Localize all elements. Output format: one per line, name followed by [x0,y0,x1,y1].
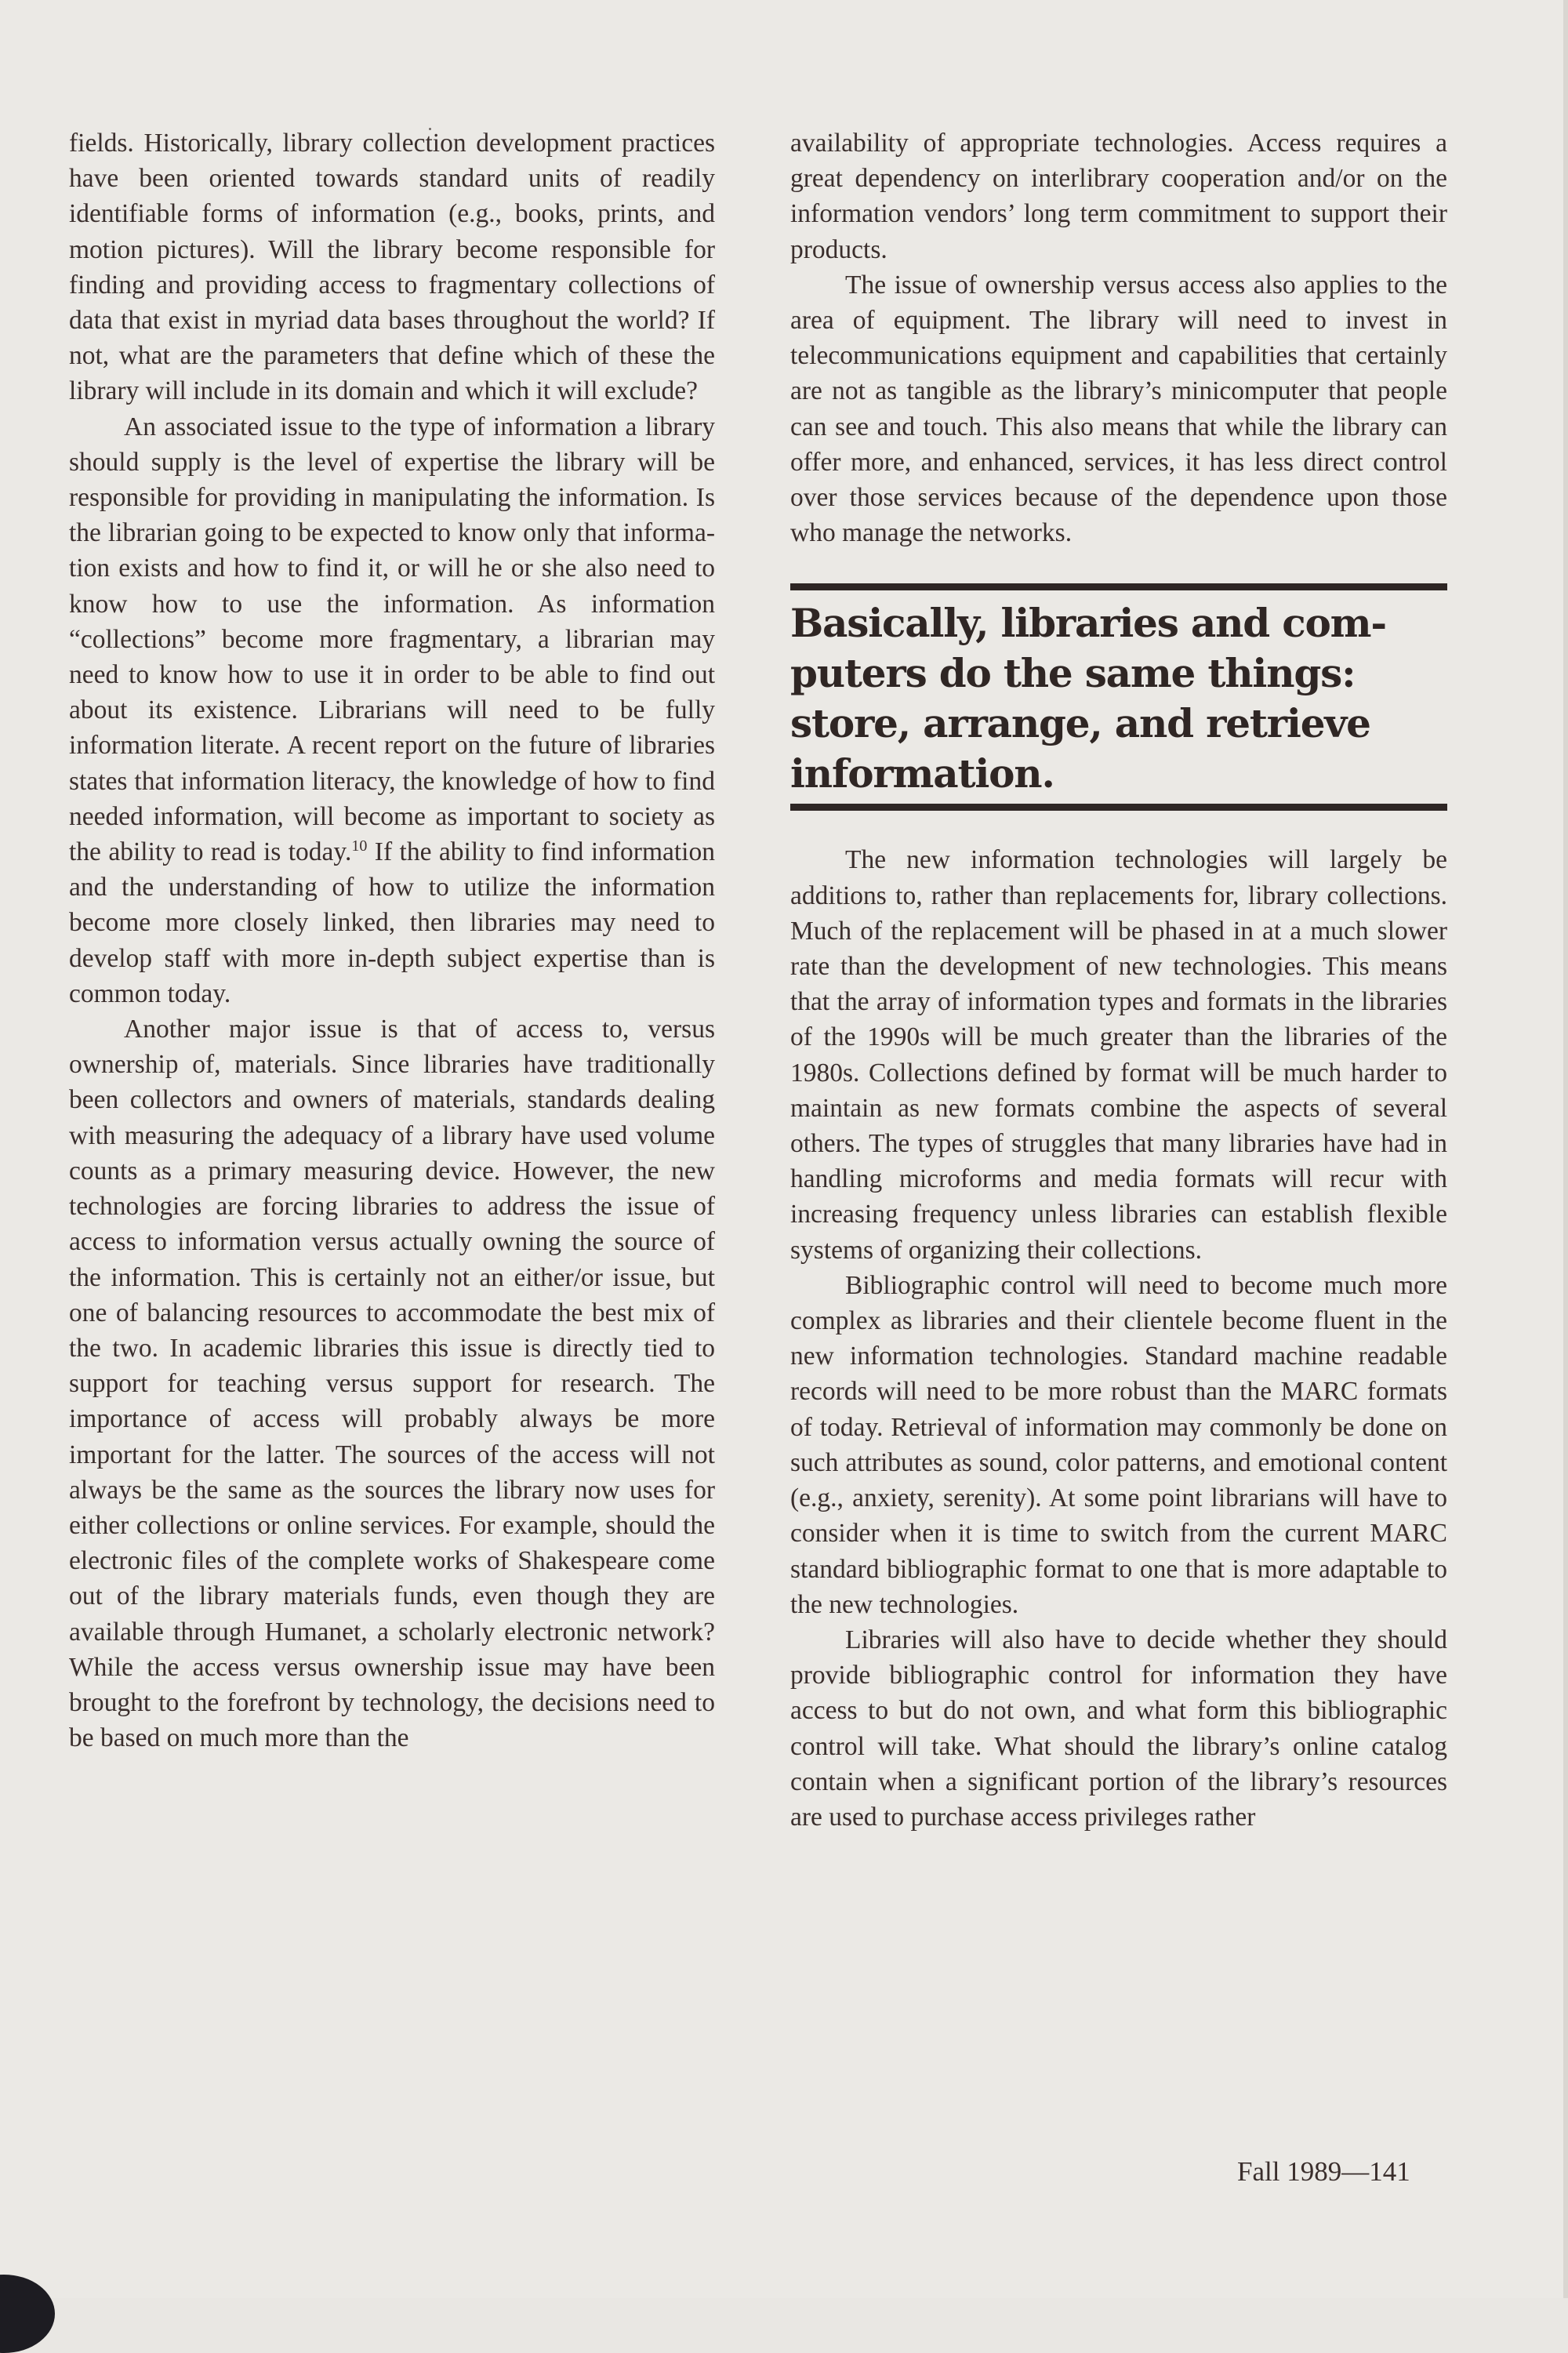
pull-quote-bottom-rule [790,804,1447,811]
paragraph-access-vs-ownership: Another major issue is that of access to, versus ownership of, materials. Since libraries have traditionally been collectors and owners of materials, standards dealing with measuring the adequacy of a library have used volume counts as a primary measuring device. However, the new technologies are forcing libraries to address the issue of access to information versus actually owning the source of the information. This is certainly not an either/or issue, but one of balancing resources to accommodate the best mix of the two. In academic libraries this issue is directly tied to support for teaching versus support for research. The importance of access will probably always be more important for the latter. The sources of the access will not always be the same as the sources the library now uses for either collections or online services. For example, should the electronic files of the complete works of Shakespeare come out of the library materials funds, even though they are available through Humanet, a scholarly electronic network? While the access versus ownership issue may have been brought to the forefront by technology, the decisions need to be based on much more than the [69,1015,715,1753]
pull-quote-line: Basically, libraries and com- [790,600,1386,647]
paragraph-new-technologies: The new information technologies will largely be additions to, rather than replacements for, library collections. Much of the replacement will be phased in at a much slower rate than the development of new technologies. This means that the array of information types and formats in the libraries of the 1990s will be much greater than the libraries of the 1980s. Collections defined by format will be much harder to maintain as new formats combine the aspects of several others. The types of struggles that many libraries have had in handling microforms and media formats will recur with increasing frequency unless libraries can establish flexible systems of organizing their collections. [790,845,1447,1265]
pull-quote-text [790,598,1447,799]
page-folio: Fall 1989—141 [1237,2156,1410,2187]
scan-corner-shadow [0,2275,55,2353]
footnote-marker: 10 [351,837,368,855]
pull-quote-line: store, arrange, and retrieve [790,700,1370,747]
paragraph-availability: availability of appropriate technologies. Access requires a great dependency on interlibrary cooperation and/or on the information vendors’ long term commitment to support their products. [790,129,1447,264]
page-edge [1563,0,1568,2298]
pull-quote-line: puters do the same things: [790,650,1356,697]
paragraph-online-catalog: Libraries will also have to decide whether they should provide bibliographic control for information they have access to but do not own, and what form this bibliographic control will take. What should the library’s online catalog contain when a significant portion of the library’s resources are used to purchase access privileges rather [790,1625,1447,1832]
paragraph-collection-scope: fields. Historically, library collection development practices have been oriented towards standard units of readily identifiable forms of information (e.g., books, prints, and motion pictures). Will the library become responsible for finding and providing access to fragmentary collections of data that exist in myriad data bases throughout the world? If not, what are the parameters that define which of these the library will include in its domain and which it will exclude? [69,129,715,406]
paragraph-text: An associated issue to the type of information a library should supply is the level of expertise the library will be responsible for providing in manipulating the information. Is the librarian going to be expected to know only that information exists and how to find it, or will he or she also need to know how to use the information. As information “collections” become more fragmentary, a librarian may need to know how to use it in order to be able to find out about its existence. Librarians will need to be fully information literate. A recent report on the future of libraries states that information literacy, the knowledge of how to find needed information, will become as important to society as the ability to read is today. [69,412,715,867]
right-column [790,125,1447,1835]
paragraph-expertise [69,409,715,1011]
pull-quote-line: information. [790,750,1054,797]
paragraph-bibliographic-control: Bibliographic control will need to become much more complex as libraries and their clientele become fluent in the new information technologies. Standard machine readable records will need to be more robust than the MARC formats of today. Retrieval of information may commonly be done on such attributes as sound, color patterns, and emotional content (e.g., anxiety, serenity). At some point librarians will have to consider when it is time to switch from the current MARC standard bibliographic format to one that is more adaptable to the new technologies. [790,1270,1447,1619]
paragraph-text: If the ability to find information and the understanding of how to utilize the information become more closely linked, then libraries may need to develop staff with more in-depth subject expertise than is common today. [69,837,715,1008]
pull-quote-top-rule [790,583,1447,590]
paragraph-equipment: The issue of ownership versus access also applies to the area of equipment. The library will need to invest in telecommunications equipment and capabilities that certainly are not as tangible as the library’s minicomputer that people can see and touch. This also means that while the library can offer more, and enhanced, services, it has less direct control over those services because of the dependence upon those who manage the networks. [790,270,1447,548]
pull-quote [790,583,1447,811]
left-column [69,125,715,1756]
